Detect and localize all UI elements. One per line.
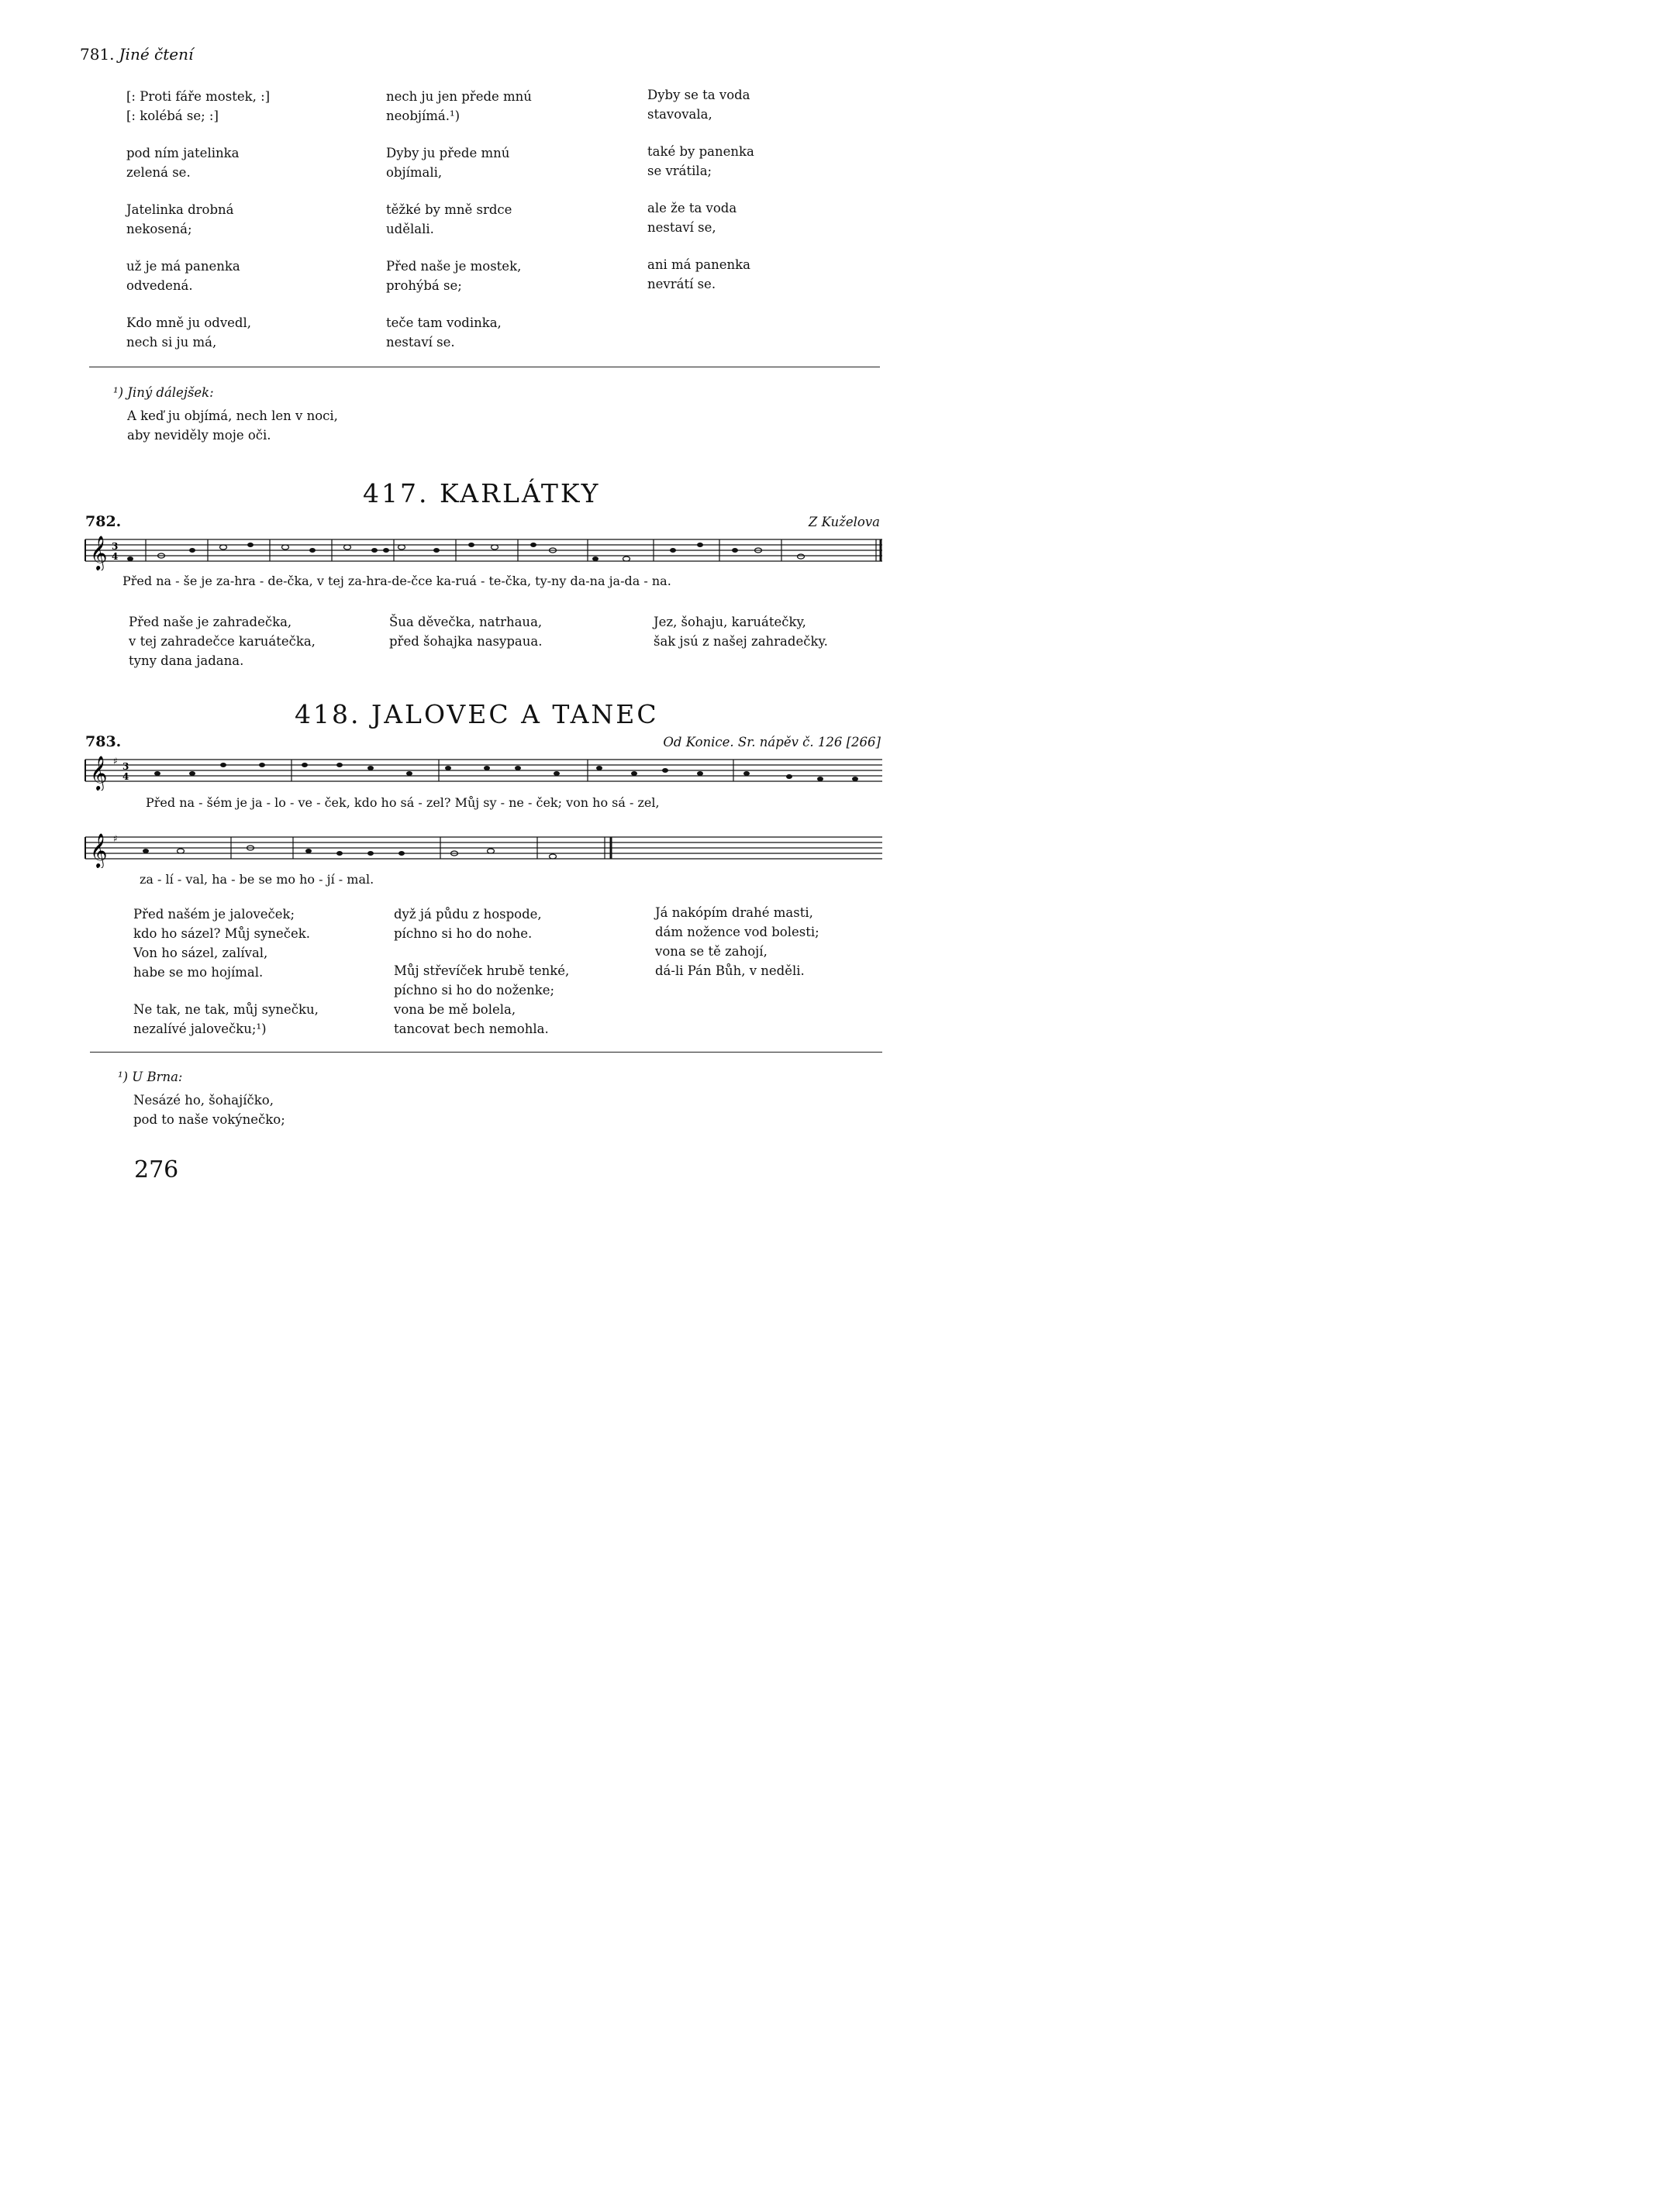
footnote-line: A keď ju objímá, nech len v noci, [127,408,338,423]
music-staff-783-line2 [84,831,890,868]
verse-line: Můj střevíček hrubě tenké, [394,963,570,978]
stanza [133,904,319,982]
stanza [647,85,754,124]
stanza [129,612,316,670]
verse-line: neobjímá.¹) [386,109,461,123]
verse-line: Ne tak, ne tak, můj synečku, [133,1002,319,1017]
verse-line: nech ju jen přede mnú [386,89,532,104]
verse-line: udělali. [386,222,434,236]
stanza [386,143,532,182]
music-staff-782 [84,533,890,570]
text-column-2 [386,87,532,370]
verse-column-2 [394,904,569,1056]
footnote-label: ¹) U Brna: [118,1070,183,1084]
footnote-line: Nesázé ho, šohajíčko, [133,1093,274,1108]
svg-text:3: 3 [112,541,119,552]
verse-line: Dyby se ta voda [647,88,750,102]
verse-line: v tej zahradečce karuátečka, [129,634,316,649]
verse-line: teče tam vodinka, [386,315,502,330]
footnote-781 [113,385,338,445]
verse-line: nestaví se. [386,335,455,350]
lyrics-782: Před na - še je za-hra - de-čka, v tej za-hra-de-čce ka-ruá - te-čka, ty-ny da-na ja-da - na. [122,574,671,588]
song-title-417: 417. KARLÁTKY [363,478,601,508]
verse-line: zelená se. [126,165,191,180]
verse-line: Jez, šohaju, karuátečky, [654,615,806,629]
verse-line: tyny dana jadana. [129,653,244,668]
page-number: 276 [134,1156,179,1184]
verse-line: tancovat bech nemohla. [394,1022,549,1036]
song-origin-782: Z Kuželova [808,515,880,529]
verse-line: nevrátí se. [647,277,716,291]
verse-line: Já nakópím drahé masti, [655,905,813,920]
verse-line: vona be mě bolela, [394,1002,516,1017]
verse-line: objímali, [386,165,443,180]
text-column-3 [647,85,754,312]
svg-text:♯: ♯ [113,833,118,844]
verse-line: Kdo mně ju odvedl, [126,315,252,330]
verse-line: před šohajka nasypaua. [389,634,543,649]
stanza [394,904,569,943]
verse-column-1 [129,612,316,688]
verse-line: kdo ho sázel? Můj syneček. [133,926,310,941]
lyrics-783-line1: Před na - šém je ja - lo - ve - ček, kdo ho sá - zel? Můj sy - ne - ček; von ho sá - zel, [146,795,660,810]
song-origin-783: Od Konice. Sr. nápěv č. 126 [266] [663,735,881,749]
verse-line: nech si ju má, [126,335,217,350]
stanza [126,143,270,182]
verse-line: Před naše je zahradečka, [129,615,292,629]
verse-column-2 [389,612,542,669]
stanza [647,142,754,181]
verse-line: Šua děvečka, natrhaua, [389,615,543,629]
verse-line: dá-li Pán Bůh, v neděli. [655,963,805,978]
verse-line: vona se tě zahojí, [655,944,768,959]
stanza [655,903,819,980]
footnote-line: aby neviděly moje oči. [127,428,271,443]
verse-line: nestaví se, [647,220,716,235]
section-781-heading [80,45,193,64]
verse-line: habe se mo hojímal. [133,965,264,980]
treble-clef-icon: 𝄞 [90,536,108,570]
footnote-lines [127,406,338,445]
verse-line: Před našém je jaloveček; [133,907,295,922]
verse-line: prohýbá se; [386,278,462,293]
verse-line: ani má panenka [647,257,750,272]
stanza [647,255,754,294]
verse-line: se vrátila; [647,164,712,178]
svg-text:3: 3 [122,761,129,772]
stanza [126,200,270,239]
verse-line: stavovala, [647,107,712,122]
section-divider [90,1052,882,1053]
verse-line: píchno si ho do nohe. [394,926,533,941]
stanza [386,257,532,295]
svg-text:4: 4 [112,551,119,562]
stanza [126,87,270,126]
verse-line: už je má panenka [126,259,240,274]
stanza [654,612,828,651]
song-number: 781. [80,45,115,64]
song-number-783: 783. [85,733,122,750]
verse-line: pod ním jatelinka [126,146,240,160]
verse-line: Von ho sázel, zalíval, [133,946,268,960]
stanza [133,1000,319,1039]
svg-text:4: 4 [122,771,129,782]
footnote-label: ¹) Jiný dálejšek: [113,385,214,400]
stanza [126,313,270,352]
verse-column-1 [133,904,319,1056]
verse-line: těžké by mně srdce [386,202,512,217]
treble-clef-icon: 𝄞 [90,833,108,867]
footnote-lines [133,1090,285,1129]
verse-line: Dyby ju přede mnú [386,146,510,160]
svg-text:♯: ♯ [113,756,118,767]
verse-line: nezalívé jalovečku;¹) [133,1022,267,1036]
treble-clef-icon: 𝄞 [90,756,108,790]
verse-line: odvedená. [126,278,193,293]
stanza [386,313,532,352]
verse-line: dám nožence vod bolesti; [655,925,819,939]
text-column-1 [126,87,270,370]
song-title-418: 418. JALOVEC A TANEC [295,699,659,729]
stanza [386,87,532,126]
verse-line: také by panenka [647,144,754,159]
stanza [126,257,270,295]
verse-line: ale že ta voda [647,201,737,215]
music-staff-783-line1 [84,753,890,791]
stanza [394,961,569,1039]
verse-column-3 [654,612,828,669]
verse-line: [: kolébá se; :] [126,109,219,123]
verse-line: píchno si ho do noženke; [394,983,555,997]
verse-column-3 [655,903,819,998]
song-number-782: 782. [85,513,122,530]
footnote-418 [118,1070,285,1129]
footnote-line: pod to naše vokýnečko; [133,1112,285,1127]
stanza [647,198,754,237]
verse-line: Jatelinka drobná [126,202,234,217]
section-title: Jiné čtení [119,45,194,64]
verse-line: [: Proti fáře mostek, :] [126,89,271,104]
lyrics-783-line2: za - lí - val, ha - be se mo ho - jí - mal. [140,872,374,887]
verse-line: dyž já půdu z hospode, [394,907,542,922]
verse-line: šak jsú z našej zahradečky. [654,634,828,649]
verse-line: Před naše je mostek, [386,259,522,274]
verse-line: nekosená; [126,222,192,236]
stanza [389,612,542,651]
stanza [386,200,532,239]
